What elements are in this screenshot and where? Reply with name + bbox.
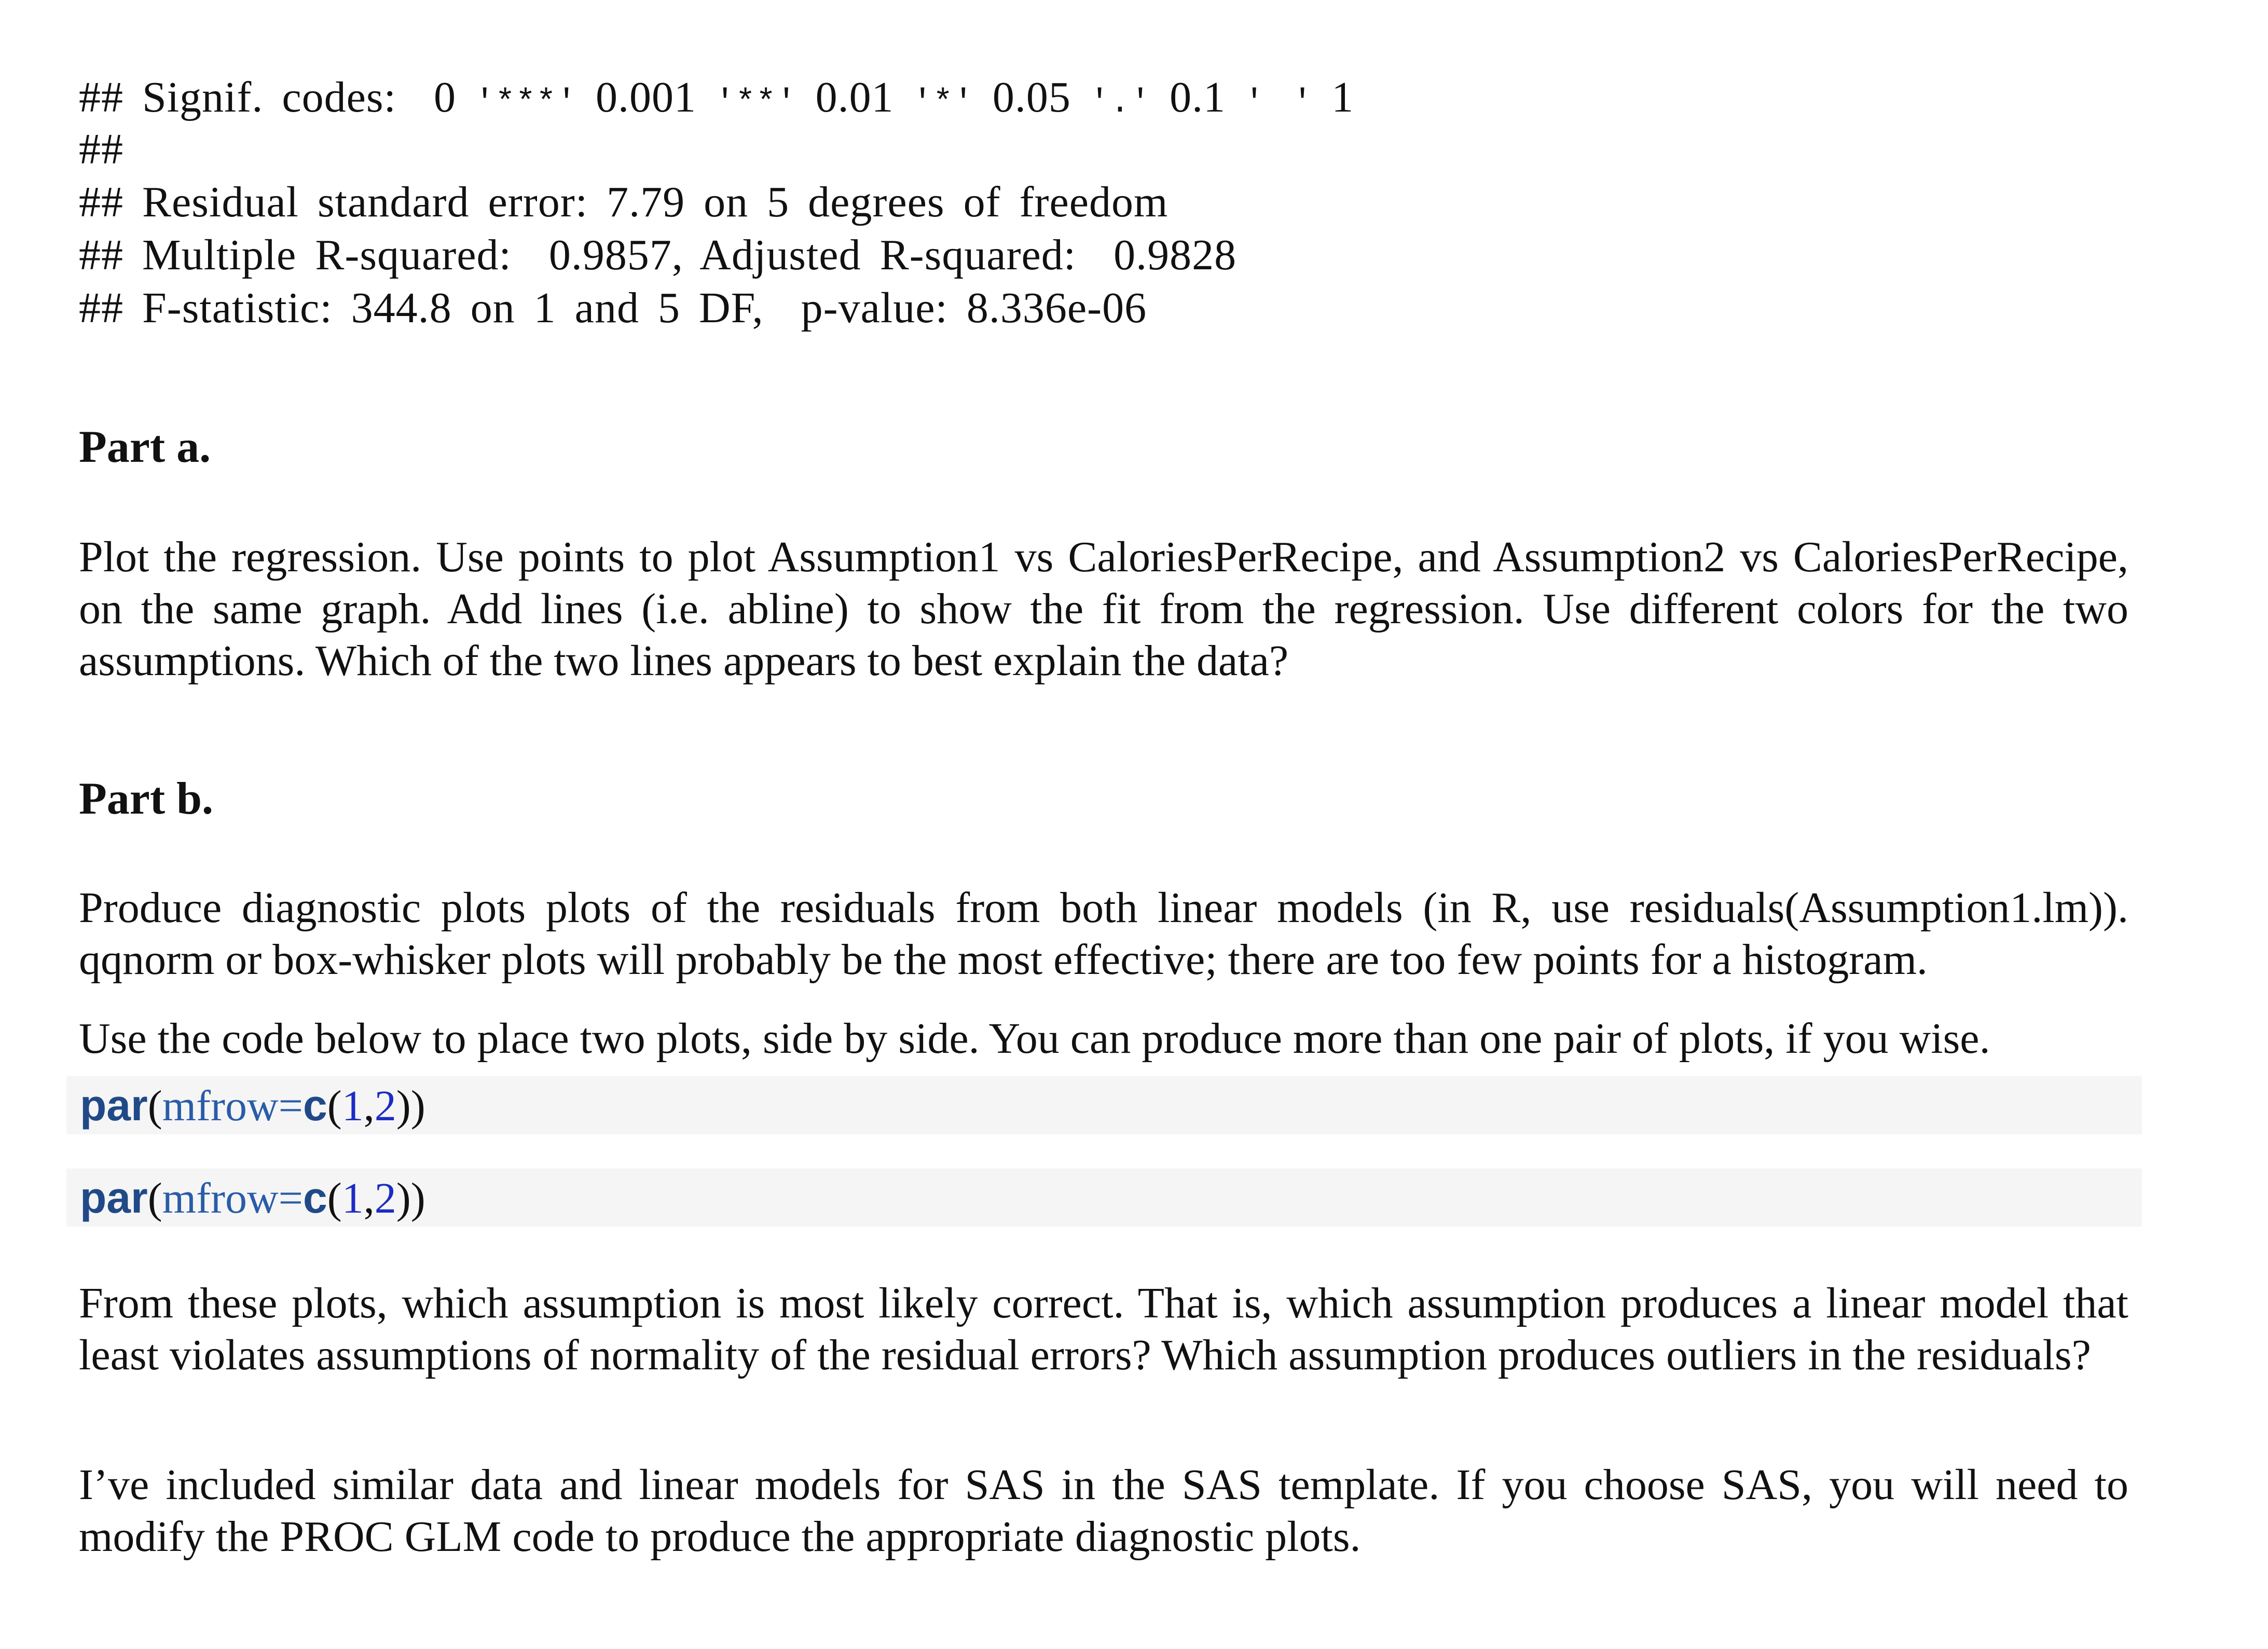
r-output-blank-line: ## (79, 125, 123, 173)
code-block-1: par(mfrow=c(1,2)) (66, 1076, 2142, 1134)
part-b-paragraph-sas: I’ve included similar data and linear models for SAS in the SAS template. If you choose SAS, you will need to modify the PROC GLM code to produce the appropriate diagnostic plots. (79, 1461, 2128, 1561)
part-a-paragraph: Plot the regression. Use points to plot Assumption1 vs CaloriesPerRecipe, and Assumption2 vs CaloriesPerRecipe, on the same graph. Add lines (i.e. abline) to show the fit from the regression. Use different colors for the two assumptions. Which of the two lines appears to best explain the data? (79, 533, 2128, 685)
residual-std-error-line: ## Residual standard error: 7.79 on 5 degrees of freedom (79, 178, 1169, 226)
part-b-heading: Part b. (79, 774, 214, 824)
part-b-paragraph-question: From these plots, which assumption is most likely correct. That is, which assumption produces a linear model that least violates assumptions of normality of the residual errors? Which assumption produces outliers in the residuals? (79, 1279, 2128, 1379)
part-b-paragraph-diagnostics: Produce diagnostic plots plots of the residuals from both linear models (in R, use residuals(Assumption1.lm)). qqnorm or box-whisker plots will probably be the most effective; there are too few points for a histogram. (79, 884, 2128, 984)
signif-codes-line: ## Signif. codes: 0 '***' 0.001 '**' 0.01 '*' 0.05 '.' 0.1 ' ' 1 (79, 73, 1354, 122)
code-block-2: par(mfrow=c(1,2)) (66, 1169, 2142, 1227)
f-statistic-line: ## F-statistic: 344.8 on 1 and 5 DF, p-value: 8.336e-06 (79, 284, 1147, 332)
part-b-paragraph-code-intro: Use the code below to place two plots, side by side. You can produce more than one pair of plots, if you wise. (79, 1014, 1990, 1063)
part-a-heading: Part a. (79, 422, 211, 472)
r-squared-line: ## Multiple R-squared: 0.9857, Adjusted R-squared: 0.9828 (79, 231, 1237, 279)
